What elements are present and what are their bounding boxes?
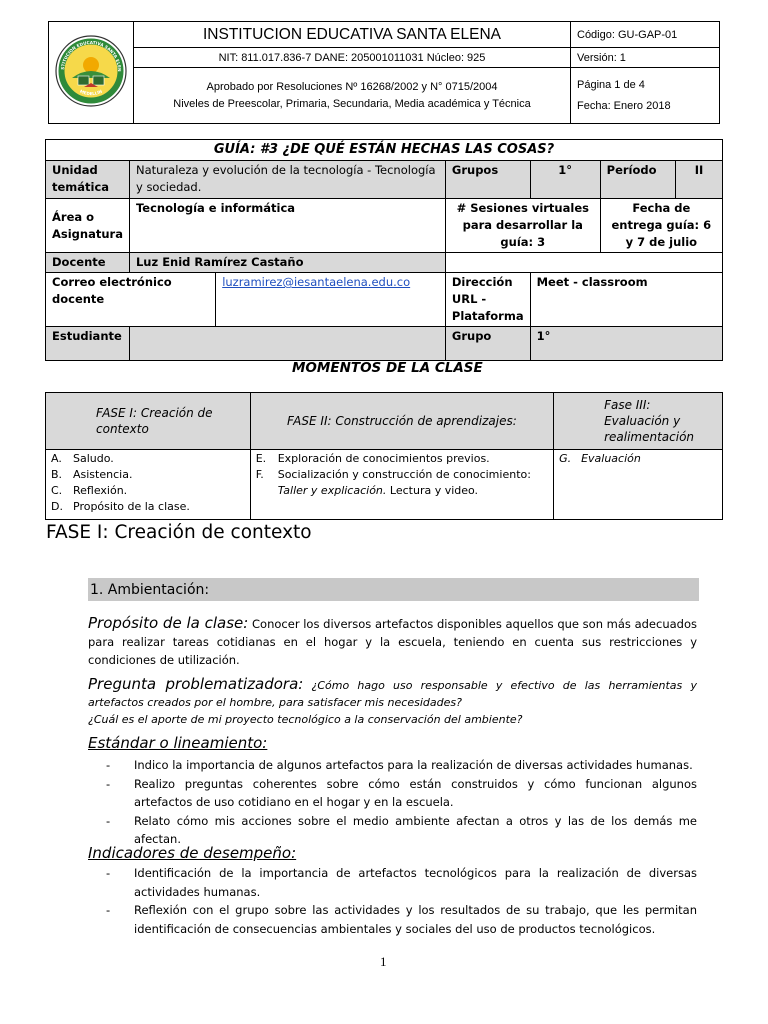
list-item [106,775,697,812]
unidad-label: Unidad temática [46,161,130,199]
list-item-text: Indico la importancia de algunos artefactos para la realización de diversas actividades humanas. [134,758,693,772]
email-link[interactable]: luzramirez@iesantaelena.edu.co [222,275,411,289]
proposito-text: Conocer los diversos artefactos disponibles aquellos que son más adecuados para realizar tareas cotidianas en el hogar y la escuela, teniendo en cuenta sus restricciones y condiciones de utilización. [88,617,697,667]
approval-line: Aprobado por Resoluciones Nº 16268/2002 y N° 0715/2004 [206,80,498,93]
logo-bottom-text: MEDELLIN [79,88,103,97]
logo-top-text: STITUCION EDUCATIVA SANTA ELEN [60,39,123,72]
dash-marker: - [106,866,111,880]
grupos-label: Grupos [445,161,530,199]
list-item [106,864,697,901]
school-logo-icon [54,34,128,108]
direccion-value: Meet - classroom [530,273,722,327]
list-item [559,451,717,467]
list-item [51,499,245,515]
phase1-list-cell [46,450,251,520]
pregunta-text: ¿Cómo hago uso responsable y efectivo de las herramientas y artefactos creados por el hombre, para satisfacer mis necesidades? [88,679,697,709]
page-date-block [571,68,720,124]
list-item [106,901,697,938]
periodo-value: II [676,161,723,199]
pregunta-text-2: ¿Cuál es el aporte de mi proyecto tecnológico a la conservación del ambiente? [88,713,523,726]
phase1-list [51,451,245,515]
proposito-label: Propósito de la clase: [88,614,249,632]
proposito-paragraph [88,614,697,669]
doc-version: Versión: 1 [571,48,720,68]
list-item-text: Socialización y construcción de conocimiento: [277,468,531,481]
taller-text: Taller y explicación. [277,484,387,497]
docente-value: Luz Enid Ramírez Castaño [129,253,445,273]
list-item [51,467,245,483]
list-item-text: Saludo. [73,452,114,465]
unidad-value: Naturaleza y evolución de la tecnología - Tecnología y sociedad. [129,161,445,199]
phase3-header: Fase III: Evaluación y realimentación [554,393,723,450]
estandar-heading: Estándar o lineamiento: [88,734,268,752]
periodo-label: Período [600,161,675,199]
list-item-text: Relato cómo mis acciones sobre el medio ambiente afectan a otros y las de los demás me afectan. [134,813,697,846]
list-marker: B. [51,468,63,481]
phase3-list-cell [554,450,723,520]
list-marker: A. [51,452,62,465]
list-marker: G. [559,452,572,465]
sesiones-text: # Sesiones virtuales para desarrollar la guía: 3 [445,199,600,253]
list-item-text: Reflexión con el grupo sobre las actividades y los resultados de su trabajo, que les permitan identificación de consecuencias ambientales y sociales del uso de productos tecnológicos. [134,903,697,936]
momentos-title: MOMENTOS DE LA CLASE [292,360,483,376]
indicadores-list [106,864,697,938]
correo-label: Correo electrónico docente [46,273,216,327]
list-item [256,451,548,467]
estandar-list [106,756,697,849]
list-item-text: Realizo preguntas coherentes sobre cómo están construidos y cómo funcionan algunos artefactos de uso cotidiano en el hogar y en la escuela. [134,776,697,809]
phase2-list [256,451,548,483]
institution-name: INSTITUCION EDUCATIVA SANTA ELENA [134,22,571,48]
grupos-value: 1° [530,161,600,199]
phase2-header: FASE II: Construcción de aprendizajes: [250,393,553,450]
fecha-entrega: Fecha de entrega guía: 6 y 7 de julio [600,199,722,253]
list-item [51,451,245,467]
estudiante-label: Estudiante [46,327,130,361]
approval-block [134,68,571,124]
list-item-text: Exploración de conocimientos previos. [277,452,490,465]
list-item-text: Asistencia. [73,468,133,481]
list-marker: D. [51,500,63,513]
document-header [48,21,720,124]
list-item [51,483,245,499]
direccion-label: Dirección URL - Plataforma [445,273,530,327]
dash-marker: - [106,776,111,791]
docente-empty [445,253,722,273]
lectura-text: Lectura y video. [386,484,479,497]
docente-label: Docente [46,253,130,273]
phase2-list-cell [250,450,553,520]
doc-page: Página 1 de 4 [577,78,645,91]
estudiante-field [129,327,445,361]
fase-heading: FASE I: Creación de contexto [46,522,312,543]
doc-code: Código: GU-GAP-01 [571,22,720,48]
nit-line: NIT: 811.017.836-7 DANE: 205001011031 Núcleo: 925 [134,48,571,68]
grupo-label: Grupo [445,327,530,361]
logo-cell [49,22,134,124]
page-number: 1 [380,954,387,969]
guide-title: GUÍA: #3 ¿DE QUÉ ESTÁN HECHAS LAS COSAS? [46,140,723,161]
pregunta-paragraph [88,676,697,728]
list-item [256,467,548,483]
phase1-header: FASE I: Creación de contexto [46,393,251,450]
list-item [106,756,697,775]
momentos-table [45,392,723,520]
pregunta-label: Pregunta problematizadora: [88,675,304,693]
dash-marker: - [106,903,111,917]
ambientacion-bar: 1. Ambientación: [88,578,699,601]
list-item [106,812,697,849]
list-item-text: Reflexión. [73,484,128,497]
list-item-text: Identificación de la importancia de artefactos tecnológicos para la realización de diversas actividades humanas. [134,866,697,899]
area-value: Tecnología e informática [129,199,445,253]
area-label: Área o Asignatura [46,199,130,253]
dash-marker: - [106,813,111,828]
grupo-value: 1° [530,327,722,361]
list-item-text: Propósito de la clase. [73,500,190,513]
phase3-list [559,451,717,467]
dash-marker: - [106,758,111,772]
indicadores-heading: Indicadores de desempeño: [88,844,297,862]
correo-cell [216,273,446,327]
guide-info-table [45,139,723,361]
list-item-text: Evaluación [581,452,641,465]
levels-line: Niveles de Preescolar, Primaria, Secundaria, Media académica y Técnica [173,97,531,110]
phase2-continuation [256,483,548,499]
list-marker: C. [51,484,63,497]
list-marker: F. [255,468,264,481]
doc-date: Fecha: Enero 2018 [577,99,671,112]
list-marker: E. [255,452,267,465]
